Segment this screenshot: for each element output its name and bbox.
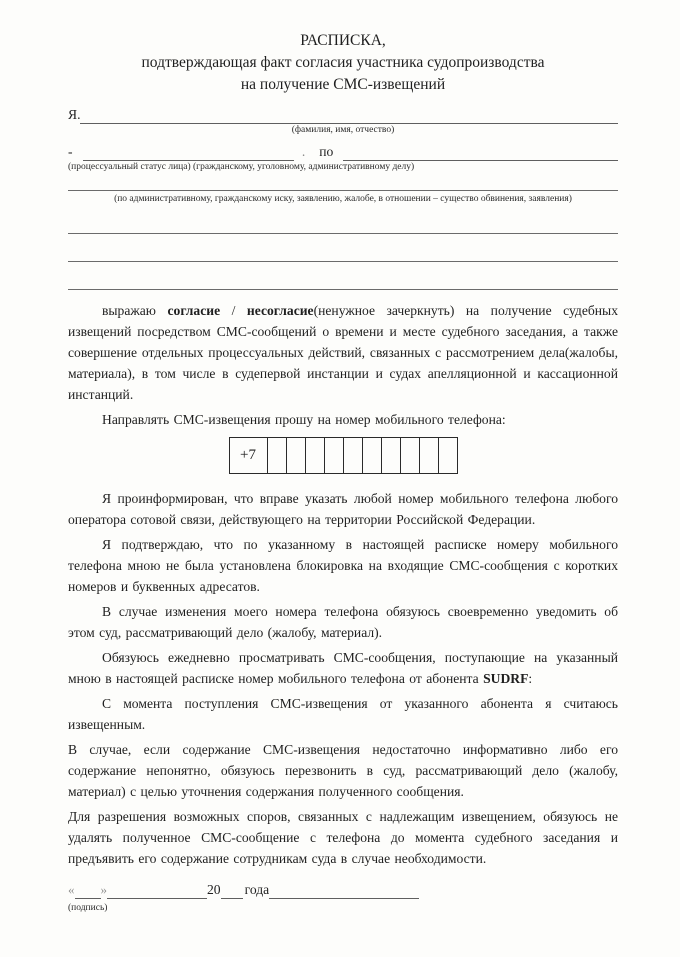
case-subject-caption: (по административному, гражданскому иску, заявлению, жалобе, в отношении – существо обвинения, заявления) bbox=[114, 194, 572, 204]
document-title bbox=[68, 30, 618, 96]
phone-digit-cell bbox=[419, 438, 438, 473]
paragraph-number-change-notice: В случае изменения моего номера телефона обязуюсь своевременно уведомить об этом суд, рассматривающий дело (жалобу, материал). bbox=[68, 604, 618, 640]
title-line-1: РАСПИСКА, bbox=[300, 32, 386, 49]
full-name-row bbox=[68, 106, 618, 124]
full-name-blank-line bbox=[80, 107, 618, 124]
name-prefix-label: Я. bbox=[68, 107, 81, 122]
case-subject-blank-line-4 bbox=[68, 262, 618, 290]
signature-caption: (подпись) bbox=[68, 903, 108, 913]
title-line-2: подтверждающая факт согласия участника судопроизводства bbox=[141, 54, 545, 71]
month-blank-line bbox=[107, 882, 207, 899]
quote-open-mark: « bbox=[68, 882, 75, 897]
full-name-caption: (фамилия, имя, отчество) bbox=[291, 125, 395, 135]
phone-digit-cell bbox=[267, 438, 286, 473]
paragraph-keep-sms-until-hearing: Для разрешения возможных споров, связанных с надлежащим извещением, обязуюсь не удалять полученное СМС-сообщение с телефона до момента судебного заседания и предъявить его содержание сотрудникам суда в случае необходимости. bbox=[68, 809, 618, 866]
title-line-3: на получение СМС-извещений bbox=[240, 76, 446, 93]
phone-number-row bbox=[68, 437, 618, 474]
case-subject-blank-line-2 bbox=[68, 206, 618, 234]
phone-label-paragraph: Направлять СМС-извещения прошу на номер мобильного телефона: bbox=[102, 412, 506, 427]
po-label: по bbox=[319, 144, 334, 159]
paragraph-informed-any-operator: Я проинформирован, что вправе указать любой номер мобильного телефона любого оператора сотовой связи, действующего на территории Российской Федерации. bbox=[68, 491, 618, 527]
phone-digit-cell bbox=[324, 438, 343, 473]
phone-digit-cell bbox=[343, 438, 362, 473]
status-blank-line bbox=[83, 144, 294, 161]
procedural-status-row bbox=[68, 143, 618, 161]
signature-blank-line bbox=[269, 882, 419, 899]
phone-digit-cell bbox=[381, 438, 400, 473]
date-and-signature-block bbox=[68, 881, 488, 915]
quote-close-mark: » bbox=[100, 882, 107, 897]
stray-dot-mark: . bbox=[301, 144, 306, 159]
consent-paragraph: выражаю согласие / несогласие(ненужное зачеркнуть) на получение судебных извещений посредством СМС-сообщений о времени и месте судебного заседания, а также совершение отдельных процессуальных действий, связанных с рассмотрением дела(жалобы, материала), в том числе в судепервой инстанции и судах апелляционной и кассационной инстанций. bbox=[68, 303, 618, 402]
day-blank-line bbox=[75, 882, 101, 899]
year-prefix-label: 20 bbox=[207, 882, 221, 897]
phone-digit-cell bbox=[362, 438, 381, 473]
case-subject-blank-line-1 bbox=[68, 174, 618, 191]
dash-label: - bbox=[68, 144, 73, 159]
case-type-blank-line bbox=[343, 144, 618, 161]
year-word-label: года bbox=[244, 882, 270, 897]
case-subject-blank-line-3 bbox=[68, 234, 618, 262]
paragraph-considered-notified: С момента поступления СМС-извещения от указанного абонента я считаюсь извещенным. bbox=[68, 696, 618, 732]
phone-digit-cells bbox=[267, 438, 457, 473]
paragraph-no-sms-blocking: Я подтверждаю, что по указанному в настоящей расписке номеру мобильного телефона мною не была установлена блокировка на входящие СМС-сообщения с коротких номеров и буквенных адресатов. bbox=[68, 537, 618, 594]
status-caption: (процессуальный статус лица) (гражданскому, уголовному, административному делу) bbox=[68, 162, 415, 172]
phone-digit-cell bbox=[286, 438, 305, 473]
phone-digit-cell bbox=[400, 438, 419, 473]
phone-prefix-cell: +7 bbox=[240, 447, 256, 463]
phone-number-boxes bbox=[229, 437, 458, 474]
paragraph-unclear-content-callback: В случае, если содержание СМС-извещения недостаточно информативно либо его содержание непонятно, обязуюсь перезвонить в суд, рассматривающий дело (жалобу, материал) с целью уточнения содержания полученного сообщения. bbox=[68, 742, 618, 799]
phone-digit-cell bbox=[438, 438, 457, 473]
date-signature-row bbox=[68, 881, 488, 899]
paragraph-daily-check-sudrf: Обязуюсь ежедневно просматривать СМС-сообщения, поступающие на указанный мною в настоящей расписке номер мобильного телефона от абонента SUDRF: bbox=[68, 650, 618, 686]
phone-digit-cell bbox=[305, 438, 324, 473]
year-blank-line bbox=[221, 882, 243, 899]
